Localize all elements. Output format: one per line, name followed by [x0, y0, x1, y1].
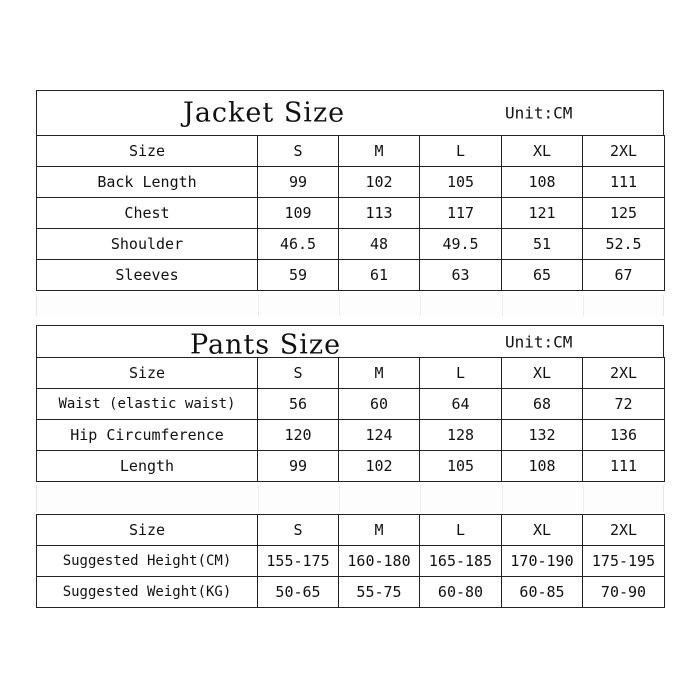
row-label: Waist (elastic waist) [37, 389, 258, 420]
table-cell: 48 [339, 229, 420, 260]
spacer-2 [36, 485, 664, 512]
table-cell: 51 [502, 229, 583, 260]
table-cell: 99 [258, 451, 339, 482]
table-cell: 68 [502, 389, 583, 420]
table-row [37, 420, 665, 451]
table-cell: 105 [420, 451, 502, 482]
table-row [37, 546, 665, 577]
pants-grid [36, 357, 665, 482]
table-cell: 160-180 [339, 546, 420, 577]
table-cell: 63 [420, 260, 502, 291]
table-cell: 50-65 [258, 577, 339, 608]
header-cell: L [420, 358, 502, 389]
table-cell: 49.5 [420, 229, 502, 260]
table-cell: 113 [339, 198, 420, 229]
table-cell: 128 [420, 420, 502, 451]
table-cell: 70-90 [583, 577, 665, 608]
table-cell: 109 [258, 198, 339, 229]
pants-title: Pants Size [190, 329, 342, 361]
header-cell: L [420, 515, 502, 546]
jacket-title: Jacket Size [183, 97, 346, 129]
header-cell: Size [37, 136, 258, 167]
table-cell: 132 [502, 420, 583, 451]
header-cell: S [258, 358, 339, 389]
row-label: Sleeves [37, 260, 258, 291]
table-cell: 60-85 [502, 577, 583, 608]
pants-size-table [36, 325, 664, 482]
table-cell: 55-75 [339, 577, 420, 608]
table-cell: 136 [583, 420, 665, 451]
table-cell: 121 [502, 198, 583, 229]
table-cell: 111 [583, 451, 665, 482]
table-cell: 46.5 [258, 229, 339, 260]
table-cell: 59 [258, 260, 339, 291]
header-cell: M [339, 515, 420, 546]
row-label: Suggested Height(CM) [37, 546, 258, 577]
header-cell: XL [502, 358, 583, 389]
table-cell: 65 [502, 260, 583, 291]
table-cell: 99 [258, 167, 339, 198]
row-label: Chest [37, 198, 258, 229]
header-cell: M [339, 358, 420, 389]
jacket-unit: Unit:CM [505, 103, 573, 123]
table-cell: 72 [583, 389, 665, 420]
table-cell: 61 [339, 260, 420, 291]
jacket-title-row [36, 90, 664, 136]
table-cell: 60 [339, 389, 420, 420]
suggested-grid [36, 514, 665, 608]
table-row [37, 389, 665, 420]
spacer-1 [36, 295, 664, 316]
table-row [37, 229, 665, 260]
table-cell: 102 [339, 451, 420, 482]
table-cell: 102 [339, 167, 420, 198]
header-cell: S [258, 136, 339, 167]
table-cell: 120 [258, 420, 339, 451]
jacket-grid [36, 135, 665, 291]
header-cell: M [339, 136, 420, 167]
table-cell: 111 [583, 167, 665, 198]
table-cell: 52.5 [583, 229, 665, 260]
suggested-header-row [37, 515, 665, 546]
table-cell: 125 [583, 198, 665, 229]
header-cell: XL [502, 136, 583, 167]
row-label: Length [37, 451, 258, 482]
table-cell: 124 [339, 420, 420, 451]
header-cell: 2XL [583, 515, 665, 546]
table-cell: 155-175 [258, 546, 339, 577]
header-cell: Size [37, 515, 258, 546]
pants-unit: Unit:CM [505, 332, 573, 351]
table-cell: 56 [258, 389, 339, 420]
pants-title-row [36, 325, 664, 361]
row-label: Suggested Weight(KG) [37, 577, 258, 608]
table-cell: 117 [420, 198, 502, 229]
jacket-header-row [37, 136, 665, 167]
table-cell: 60-80 [420, 577, 502, 608]
pants-header-row [37, 358, 665, 389]
table-cell: 170-190 [502, 546, 583, 577]
table-row [37, 260, 665, 291]
table-cell: 108 [502, 167, 583, 198]
row-label: Hip Circumference [37, 420, 258, 451]
table-cell: 64 [420, 389, 502, 420]
header-cell: L [420, 136, 502, 167]
header-cell: S [258, 515, 339, 546]
table-row [37, 167, 665, 198]
table-cell: 105 [420, 167, 502, 198]
header-cell: Size [37, 358, 258, 389]
row-label: Shoulder [37, 229, 258, 260]
row-label: Back Length [37, 167, 258, 198]
table-row [37, 451, 665, 482]
suggested-size-table [36, 514, 664, 608]
table-cell: 165-185 [420, 546, 502, 577]
jacket-size-table [36, 90, 664, 291]
table-cell: 67 [583, 260, 665, 291]
header-cell: 2XL [583, 136, 665, 167]
header-cell: XL [502, 515, 583, 546]
table-cell: 175-195 [583, 546, 665, 577]
table-cell: 108 [502, 451, 583, 482]
table-row [37, 198, 665, 229]
table-row [37, 577, 665, 608]
header-cell: 2XL [583, 358, 665, 389]
